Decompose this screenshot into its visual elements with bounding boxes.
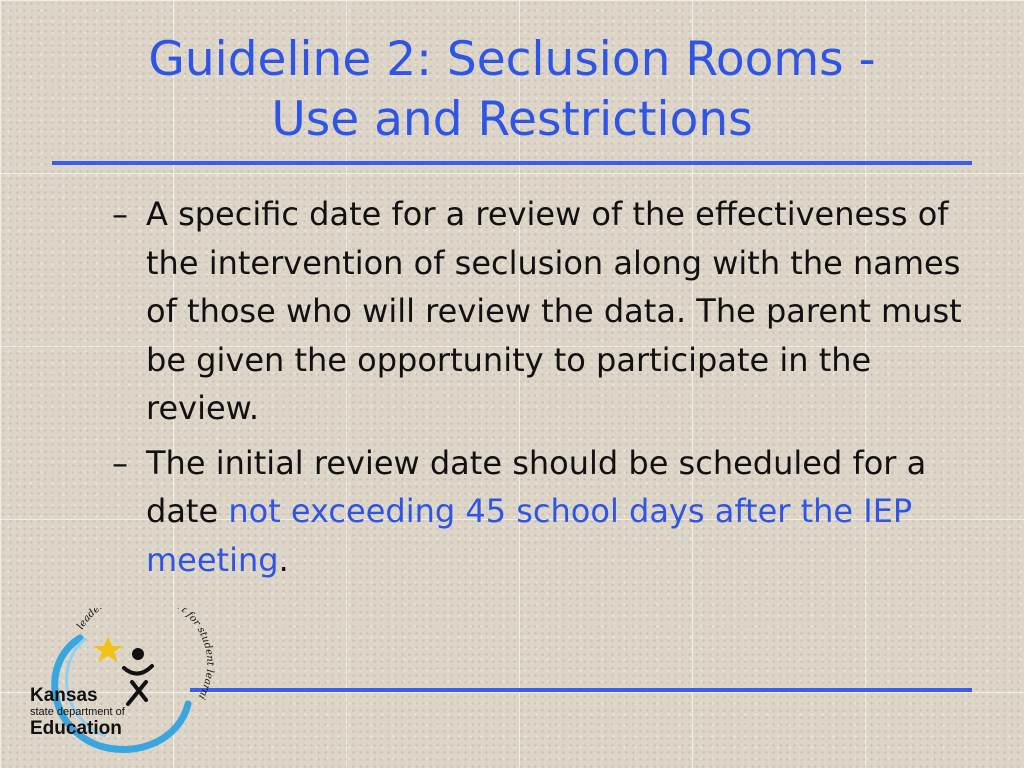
bullet-dash: – — [112, 195, 128, 233]
slide-title — [60, 30, 964, 150]
bullet-highlight: not exceeding 45 school days after the IEP meeting — [146, 492, 913, 579]
bullet-item-2 — [112, 439, 982, 585]
title-line-2: Use and Restrictions — [271, 92, 753, 147]
logo-line-3: Education — [30, 718, 122, 739]
bullet-text: A specific date for a review of the effectiveness of the intervention of seclusion along with the names of those who will review the data. The parent must be given the opportunity to participate in the review. — [146, 195, 962, 427]
ksde-logo — [20, 608, 220, 758]
title-underline — [52, 161, 972, 165]
footer-rule — [190, 688, 972, 692]
bullet-item-1 — [112, 190, 982, 433]
logo-arc-text: leade t for student learni — [75, 608, 216, 702]
bullet-text: The initial review date should be scheduled for a date — [146, 443, 927, 530]
logo-line-2: state department of — [30, 706, 125, 718]
logo-wordmark — [30, 686, 125, 739]
logo-line-1: Kansas — [30, 685, 98, 706]
bullet-list — [112, 190, 982, 590]
bullet-dash: – — [112, 443, 128, 482]
bullet-text-end: . — [278, 540, 289, 579]
title-line-1: Guideline 2: Seclusion Rooms - — [148, 32, 876, 87]
